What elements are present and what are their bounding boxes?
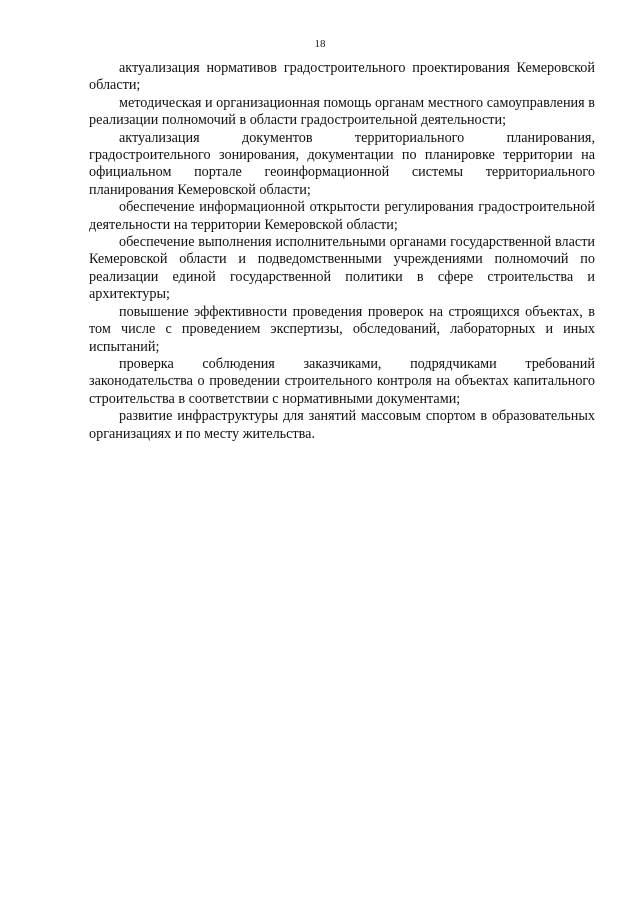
paragraph-regulations-update: актуализация нормативов градостроительного проектирования Кемеровской области; bbox=[89, 60, 595, 94]
page-number: 18 bbox=[314, 38, 326, 50]
document-body bbox=[89, 60, 595, 443]
paragraph-information-openness: обеспечение информационной открытости регулирования градостроительной деятельности на территории Кемеровской области; bbox=[89, 199, 595, 233]
paragraph-methodical-assistance: методическая и организационная помощь органам местного самоуправления в реализации полномочий в области градостроительной деятельности; bbox=[89, 94, 595, 129]
paragraph-compliance-check: проверка соблюдения заказчиками, подрядчиками требований законодательства о проведении строительного контроля на объектах капитального строительства в соответствии с нормативными документами; bbox=[89, 355, 595, 407]
paragraph-construction-inspections: повышение эффективности проведения проверок на строящихся объектах, в том числе с проведением экспертизы, обследований, лабораторных и иных испытаний; bbox=[89, 303, 595, 355]
paragraph-sports-infrastructure: развитие инфраструктуры для занятий массовым спортом в образовательных организациях и по месту жительства. bbox=[89, 408, 595, 442]
paragraph-executive-powers: обеспечение выполнения исполнительными органами государственной власти Кемеровской области и подведомственными учреждениями полномочий по реализации единой государственной политики в сфере строительства и архитектуры; bbox=[89, 234, 595, 303]
paragraph-territorial-planning: актуализация документов территориального планирования, градостроительного зонирования, документации по планировке территории на официальном портале геоинформационной системы территориального планирования Кемеровской области; bbox=[89, 129, 595, 198]
